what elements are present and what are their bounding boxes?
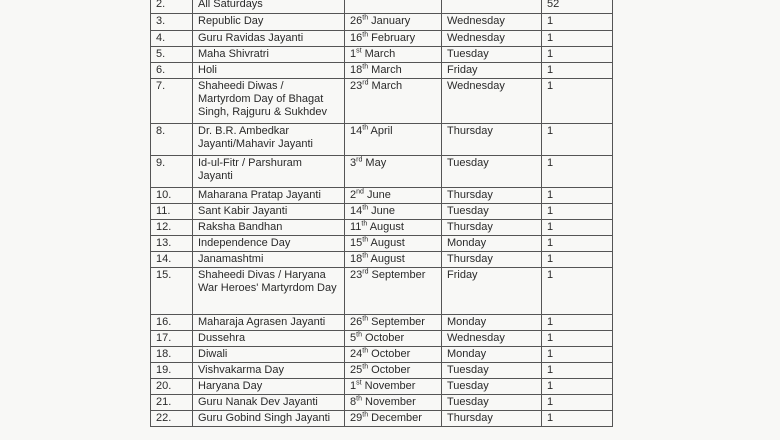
table-row <box>151 315 613 331</box>
table-row <box>151 268 613 315</box>
date-day-number: 25 <box>350 364 363 376</box>
weekday-cell: Tuesday <box>442 47 542 63</box>
holiday-name-cell: All Saturdays <box>193 0 345 14</box>
holiday-date-cell <box>345 252 442 268</box>
table-row <box>151 379 613 395</box>
serial-number-cell: 22. <box>151 411 193 427</box>
table-row <box>151 395 613 411</box>
weekday-cell: Thursday <box>442 220 542 236</box>
holiday-count-cell: 1 <box>542 268 613 315</box>
table-row <box>151 331 613 347</box>
date-day-number: 2 <box>350 189 357 201</box>
table-row <box>151 204 613 220</box>
holiday-date-cell <box>345 63 442 79</box>
holiday-date-cell <box>345 347 442 363</box>
holiday-date-cell <box>345 14 442 31</box>
holiday-count-cell: 1 <box>542 156 613 188</box>
date-month: October <box>371 348 411 360</box>
holiday-date-cell <box>345 315 442 331</box>
serial-number-cell: 16. <box>151 315 193 331</box>
weekday-cell <box>442 0 542 14</box>
date-ordinal-suffix: th <box>356 331 362 339</box>
date-day-number: 8 <box>350 396 357 408</box>
serial-number-cell: 9. <box>151 156 193 188</box>
weekday-cell: Monday <box>442 347 542 363</box>
holiday-date-cell <box>345 411 442 427</box>
date-day-number: 14 <box>350 125 363 137</box>
date-month: June <box>371 205 396 217</box>
holiday-name-cell: Holi <box>193 63 345 79</box>
weekday-cell: Tuesday <box>442 395 542 411</box>
holiday-count-cell: 1 <box>542 315 613 331</box>
date-month: November <box>364 380 416 392</box>
date-day-number: 23 <box>350 269 363 281</box>
serial-number-cell: 15. <box>151 268 193 315</box>
serial-number-cell: 11. <box>151 204 193 220</box>
weekday-cell: Monday <box>442 236 542 252</box>
date-day-number: 29 <box>350 412 363 424</box>
table-row <box>151 236 613 252</box>
holiday-count-cell: 1 <box>542 236 613 252</box>
weekday-cell: Tuesday <box>442 379 542 395</box>
date-day-number: 18 <box>350 64 363 76</box>
holiday-date-cell <box>345 188 442 204</box>
date-ordinal-suffix: th <box>362 63 369 71</box>
table-row <box>151 156 613 188</box>
holiday-date-cell <box>345 268 442 315</box>
date-month: May <box>365 157 387 169</box>
holiday-date-cell <box>345 79 442 124</box>
date-ordinal-suffix: th <box>362 14 369 22</box>
date-ordinal-suffix: th <box>362 411 369 419</box>
serial-number-cell: 3. <box>151 14 193 31</box>
holiday-name-cell: Shaheedi Divas / Haryana War Heroes' Martyrdom Day <box>193 268 345 315</box>
holiday-count-cell: 1 <box>542 252 613 268</box>
date-month: March <box>371 80 403 92</box>
holiday-date-cell <box>345 31 442 47</box>
holiday-count-cell: 1 <box>542 363 613 379</box>
date-month: September <box>371 269 426 281</box>
serial-number-cell: 7. <box>151 79 193 124</box>
weekday-cell: Thursday <box>442 124 542 156</box>
holiday-name-cell: Vishvakarma Day <box>193 363 345 379</box>
table-row <box>151 31 613 47</box>
date-ordinal-suffix: th <box>361 220 368 228</box>
holiday-count-cell: 1 <box>542 395 613 411</box>
holiday-count-cell: 1 <box>542 331 613 347</box>
date-month: January <box>371 15 411 27</box>
holiday-count-cell: 1 <box>542 379 613 395</box>
holiday-count-cell: 1 <box>542 14 613 31</box>
serial-number-cell: 10. <box>151 188 193 204</box>
date-day-number: 1 <box>350 48 357 60</box>
weekday-cell: Tuesday <box>442 363 542 379</box>
holiday-name-cell: Dussehra <box>193 331 345 347</box>
date-ordinal-suffix: th <box>362 347 369 355</box>
date-ordinal-suffix: th <box>362 252 369 260</box>
holiday-date-cell <box>345 220 442 236</box>
date-day-number: 5 <box>350 332 357 344</box>
weekday-cell: Wednesday <box>442 79 542 124</box>
weekday-cell: Friday <box>442 268 542 315</box>
holiday-count-cell: 52 <box>542 0 613 14</box>
holiday-date-cell <box>345 331 442 347</box>
weekday-cell: Monday <box>442 315 542 331</box>
date-month: December <box>371 412 422 424</box>
date-day-number: 14 <box>350 205 363 217</box>
holiday-name-cell: Republic Day <box>193 14 345 31</box>
serial-number-cell: 13. <box>151 236 193 252</box>
holiday-count-cell: 1 <box>542 188 613 204</box>
date-ordinal-suffix: rd <box>362 79 369 87</box>
table-row <box>151 347 613 363</box>
weekday-cell: Wednesday <box>442 14 542 31</box>
date-month: April <box>370 125 393 137</box>
holiday-name-cell: Maha Shivratri <box>193 47 345 63</box>
date-month: March <box>364 48 396 60</box>
date-day-number: 3 <box>350 157 357 169</box>
serial-number-cell: 20. <box>151 379 193 395</box>
holiday-table-body <box>151 0 613 427</box>
date-day-number: 26 <box>350 15 363 27</box>
weekday-cell: Thursday <box>442 252 542 268</box>
holiday-name-cell: Haryana Day <box>193 379 345 395</box>
holiday-date-cell <box>345 156 442 188</box>
serial-number-cell: 12. <box>151 220 193 236</box>
holiday-name-cell: Dr. B.R. Ambedkar Jayanti/Mahavir Jayanti <box>193 124 345 156</box>
date-month: August <box>370 253 405 265</box>
date-day-number: 23 <box>350 80 363 92</box>
weekday-cell: Thursday <box>442 411 542 427</box>
serial-number-cell: 17. <box>151 331 193 347</box>
holiday-name-cell: Maharana Pratap Jayanti <box>193 188 345 204</box>
serial-number-cell: 14. <box>151 252 193 268</box>
holiday-date-cell <box>345 363 442 379</box>
date-ordinal-suffix: th <box>362 363 369 371</box>
date-ordinal-suffix: rd <box>356 156 363 164</box>
holiday-table <box>150 0 613 427</box>
date-ordinal-suffix: th <box>362 315 369 323</box>
date-day-number: 15 <box>350 237 363 249</box>
date-ordinal-suffix: st <box>356 379 362 387</box>
holiday-name-cell: Janamashtmi <box>193 252 345 268</box>
serial-number-cell: 21. <box>151 395 193 411</box>
serial-number-cell: 8. <box>151 124 193 156</box>
holiday-date-cell <box>345 124 442 156</box>
holiday-name-cell: Diwali <box>193 347 345 363</box>
holiday-count-cell: 1 <box>542 220 613 236</box>
serial-number-cell: 4. <box>151 31 193 47</box>
table-row <box>151 63 613 79</box>
holiday-count-cell: 1 <box>542 411 613 427</box>
holiday-name-cell: Maharaja Agrasen Jayanti <box>193 315 345 331</box>
table-row <box>151 0 613 14</box>
date-ordinal-suffix: th <box>362 31 369 39</box>
date-ordinal-suffix: th <box>356 395 362 403</box>
date-day-number: 26 <box>350 316 363 328</box>
holiday-name-cell: Shaheedi Diwas / Martyrdom Day of Bhagat Singh, Rajguru & Sukhdev <box>193 79 345 124</box>
serial-number-cell: 6. <box>151 63 193 79</box>
holiday-name-cell: Guru Ravidas Jayanti <box>193 31 345 47</box>
date-month: November <box>365 396 416 408</box>
holiday-date-cell <box>345 204 442 220</box>
holiday-count-cell: 1 <box>542 47 613 63</box>
date-day-number: 18 <box>350 253 363 265</box>
table-row <box>151 124 613 156</box>
date-month: October <box>371 364 411 376</box>
date-ordinal-suffix: st <box>356 47 362 55</box>
serial-number-cell: 5. <box>151 47 193 63</box>
date-day-number: 16 <box>350 32 363 44</box>
date-ordinal-suffix: nd <box>356 188 364 196</box>
date-month: August <box>370 237 405 249</box>
date-month: June <box>366 189 391 201</box>
date-ordinal-suffix: th <box>362 204 369 212</box>
holiday-date-cell <box>345 395 442 411</box>
holiday-name-cell: Independence Day <box>193 236 345 252</box>
holiday-count-cell: 1 <box>542 347 613 363</box>
holiday-date-cell <box>345 379 442 395</box>
holiday-name-cell: Id-ul-Fitr / Parshuram Jayanti <box>193 156 345 188</box>
date-month: September <box>371 316 425 328</box>
weekday-cell: Wednesday <box>442 31 542 47</box>
table-row <box>151 220 613 236</box>
holiday-count-cell: 1 <box>542 124 613 156</box>
holiday-name-cell: Guru Gobind Singh Jayanti <box>193 411 345 427</box>
date-ordinal-suffix: th <box>362 236 369 244</box>
weekday-cell: Tuesday <box>442 156 542 188</box>
weekday-cell: Tuesday <box>442 204 542 220</box>
table-row <box>151 363 613 379</box>
weekday-cell: Wednesday <box>442 331 542 347</box>
holiday-count-cell: 1 <box>542 63 613 79</box>
holiday-name-cell: Sant Kabir Jayanti <box>193 204 345 220</box>
serial-number-cell: 18. <box>151 347 193 363</box>
serial-number-cell: 19. <box>151 363 193 379</box>
weekday-cell: Thursday <box>442 188 542 204</box>
date-day-number: 1 <box>350 380 357 392</box>
table-row <box>151 411 613 427</box>
table-row <box>151 14 613 31</box>
weekday-cell: Friday <box>442 63 542 79</box>
date-ordinal-suffix: rd <box>362 268 369 276</box>
holiday-name-cell: Raksha Bandhan <box>193 220 345 236</box>
serial-number-cell: 2. <box>151 0 193 14</box>
holiday-date-cell <box>345 236 442 252</box>
holiday-count-cell: 1 <box>542 79 613 124</box>
date-month: February <box>371 32 416 44</box>
date-month: March <box>371 64 402 76</box>
table-row <box>151 252 613 268</box>
table-row <box>151 47 613 63</box>
date-month: August <box>369 221 404 233</box>
holiday-count-cell: 1 <box>542 31 613 47</box>
holiday-date-cell <box>345 47 442 63</box>
date-day-number: 24 <box>350 348 363 360</box>
holiday-name-cell: Guru Nanak Dev Jayanti <box>193 395 345 411</box>
table-row <box>151 79 613 124</box>
table-row <box>151 188 613 204</box>
date-month: October <box>365 332 405 344</box>
holiday-count-cell: 1 <box>542 204 613 220</box>
date-day-number: 11 <box>350 221 362 233</box>
date-ordinal-suffix: th <box>362 124 369 132</box>
holiday-date-cell <box>345 0 442 14</box>
